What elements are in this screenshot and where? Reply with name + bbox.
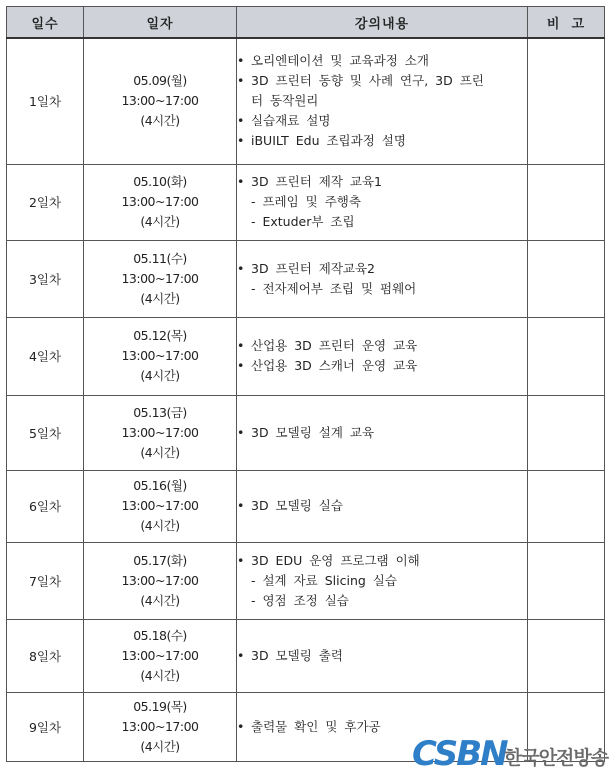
bullet-icon bbox=[237, 571, 251, 591]
note-cell bbox=[528, 470, 605, 542]
bullet-icon: • bbox=[237, 73, 245, 89]
date-hours: (4시간) bbox=[140, 214, 180, 229]
content-text: - 전자제어부 조립 및 펌웨어 bbox=[251, 280, 417, 296]
date-time: 13:00~17:00 bbox=[121, 498, 199, 513]
date-time: 13:00~17:00 bbox=[121, 194, 199, 209]
date-date: 05.09(월) bbox=[133, 73, 187, 89]
bullet-icon: • bbox=[237, 358, 245, 373]
bullet-icon: • bbox=[237, 260, 245, 276]
content-item bbox=[237, 423, 527, 443]
date-hours: (4시간) bbox=[140, 444, 180, 460]
bullet-icon bbox=[237, 192, 251, 212]
content-text: - 프레임 및 주행축 bbox=[251, 194, 361, 209]
date-date: 05.16(월) bbox=[133, 478, 187, 493]
bullet-icon: • bbox=[237, 133, 245, 149]
bullet-icon bbox=[237, 279, 251, 299]
table-row bbox=[7, 38, 605, 164]
table-row bbox=[7, 164, 605, 240]
day-cell: 5일차 bbox=[7, 395, 84, 470]
content-item bbox=[237, 131, 527, 151]
note-cell bbox=[528, 619, 605, 692]
content-cell bbox=[237, 619, 528, 692]
date-time: 13:00~17:00 bbox=[121, 424, 199, 440]
date-cell bbox=[84, 38, 237, 164]
day-cell: 7일차 bbox=[7, 542, 84, 619]
bullet-icon: • bbox=[237, 718, 245, 734]
content-item bbox=[237, 591, 527, 611]
table-row bbox=[7, 317, 605, 395]
content-cell bbox=[237, 395, 528, 470]
content-item bbox=[237, 172, 527, 192]
bullet-icon bbox=[237, 591, 251, 611]
content-text: - Extuder부 조립 bbox=[251, 214, 355, 229]
note-cell bbox=[528, 542, 605, 619]
broadcaster-logo bbox=[412, 735, 611, 774]
date-time: 13:00~17:00 bbox=[121, 647, 199, 663]
date-hours: (4시간) bbox=[140, 592, 180, 608]
date-cell bbox=[84, 164, 237, 240]
date-time: 13:00~17:00 bbox=[121, 718, 199, 734]
note-cell bbox=[528, 240, 605, 317]
content-cell bbox=[237, 164, 528, 240]
date-time: 13:00~17:00 bbox=[121, 348, 199, 363]
day-cell: 1일차 bbox=[7, 38, 84, 164]
date-date: 05.12(목) bbox=[133, 328, 187, 343]
content-cell bbox=[237, 542, 528, 619]
content-text: 3D 프린터 제작교육2 bbox=[251, 260, 376, 276]
date-date: 05.10(화) bbox=[133, 174, 187, 189]
content-item bbox=[237, 212, 527, 232]
table-row bbox=[7, 619, 605, 692]
bullet-icon: • bbox=[237, 174, 245, 189]
content-text: - 설계 자료 Slicing 실습 bbox=[251, 572, 397, 588]
table-row bbox=[7, 470, 605, 542]
content-item bbox=[237, 111, 527, 131]
logo-text: 한국안전방송 bbox=[504, 747, 609, 769]
table-row bbox=[7, 542, 605, 619]
day-cell: 4일차 bbox=[7, 317, 84, 395]
date-time: 13:00~17:00 bbox=[121, 270, 199, 286]
content-text: 터 동작원리 bbox=[251, 93, 319, 109]
content-item bbox=[237, 551, 527, 571]
date-hours: (4시간) bbox=[140, 667, 180, 683]
date-cell bbox=[84, 542, 237, 619]
date-cell bbox=[84, 395, 237, 470]
content-item bbox=[237, 259, 527, 279]
content-cell bbox=[237, 240, 528, 317]
date-hours: (4시간) bbox=[140, 368, 180, 383]
content-item bbox=[237, 91, 527, 111]
day-cell: 9일차 bbox=[7, 692, 84, 761]
day-cell: 2일차 bbox=[7, 164, 84, 240]
bullet-icon bbox=[237, 212, 251, 232]
content-text: 오리엔테이션 및 교육과정 소개 bbox=[251, 53, 429, 69]
date-cell bbox=[84, 692, 237, 761]
header-note: 비 고 bbox=[528, 7, 605, 39]
date-date: 05.13(금) bbox=[133, 404, 187, 420]
table-row bbox=[7, 240, 605, 317]
day-cell: 3일차 bbox=[7, 240, 84, 317]
logo-mark: CSBN bbox=[412, 734, 507, 774]
date-cell bbox=[84, 619, 237, 692]
bullet-icon: • bbox=[237, 647, 245, 663]
note-cell bbox=[528, 395, 605, 470]
date-time: 13:00~17:00 bbox=[121, 572, 199, 588]
note-cell bbox=[528, 317, 605, 395]
header-day: 일수 bbox=[7, 7, 84, 39]
date-cell bbox=[84, 240, 237, 317]
bullet-icon: • bbox=[237, 552, 245, 568]
bullet-icon: • bbox=[237, 113, 245, 129]
date-date: 05.11(수) bbox=[133, 250, 187, 266]
bullet-icon: • bbox=[237, 53, 245, 69]
day-cell: 8일차 bbox=[7, 619, 84, 692]
bullet-icon: • bbox=[237, 498, 245, 513]
date-cell bbox=[84, 317, 237, 395]
content-text: 산업용 3D 스캐너 운영 교육 bbox=[251, 358, 418, 373]
content-item bbox=[237, 51, 527, 71]
content-text: 3D 모델링 실습 bbox=[251, 498, 343, 513]
content-cell bbox=[237, 38, 528, 164]
table-row bbox=[7, 395, 605, 470]
header-row bbox=[7, 7, 605, 39]
bullet-icon bbox=[237, 91, 251, 111]
date-time: 13:00~17:00 bbox=[121, 93, 199, 109]
date-hours: (4시간) bbox=[140, 518, 180, 533]
content-item bbox=[237, 646, 527, 666]
date-hours: (4시간) bbox=[140, 290, 180, 306]
date-hours: (4시간) bbox=[140, 738, 180, 754]
date-date: 05.18(수) bbox=[133, 627, 187, 643]
day-cell: 6일차 bbox=[7, 470, 84, 542]
content-text: 실습재료 설명 bbox=[251, 113, 331, 129]
note-cell bbox=[528, 38, 605, 164]
content-item bbox=[237, 571, 527, 591]
content-item bbox=[237, 496, 527, 516]
header-content: 강의내용 bbox=[237, 7, 528, 39]
content-item bbox=[237, 356, 527, 376]
content-text: 출력물 확인 및 후가공 bbox=[251, 718, 381, 734]
content-text: 3D EDU 운영 프로그램 이해 bbox=[251, 552, 420, 568]
bullet-icon: • bbox=[237, 424, 245, 440]
note-cell bbox=[528, 164, 605, 240]
bullet-icon: • bbox=[237, 338, 245, 353]
content-text: - 영점 조정 실습 bbox=[251, 592, 349, 608]
content-item bbox=[237, 279, 527, 299]
date-cell bbox=[84, 470, 237, 542]
date-hours: (4시간) bbox=[140, 113, 180, 129]
date-date: 05.17(화) bbox=[133, 552, 187, 568]
header-date: 일자 bbox=[84, 7, 237, 39]
content-item bbox=[237, 71, 527, 91]
content-cell bbox=[237, 470, 528, 542]
content-text: 3D 프린터 동향 및 사례 연구, 3D 프린 bbox=[251, 73, 484, 89]
content-text: iBUILT Edu 조립과정 설명 bbox=[251, 133, 406, 149]
content-cell bbox=[237, 317, 528, 395]
content-item bbox=[237, 336, 527, 356]
date-date: 05.19(목) bbox=[133, 698, 187, 714]
content-text: 3D 모델링 설계 교육 bbox=[251, 424, 375, 440]
content-item bbox=[237, 192, 527, 212]
content-text: 3D 프린터 제작 교육1 bbox=[251, 174, 382, 189]
schedule-table bbox=[6, 6, 605, 762]
content-text: 3D 모델링 출력 bbox=[251, 647, 343, 663]
content-text: 산업용 3D 프린터 운영 교육 bbox=[251, 338, 418, 353]
